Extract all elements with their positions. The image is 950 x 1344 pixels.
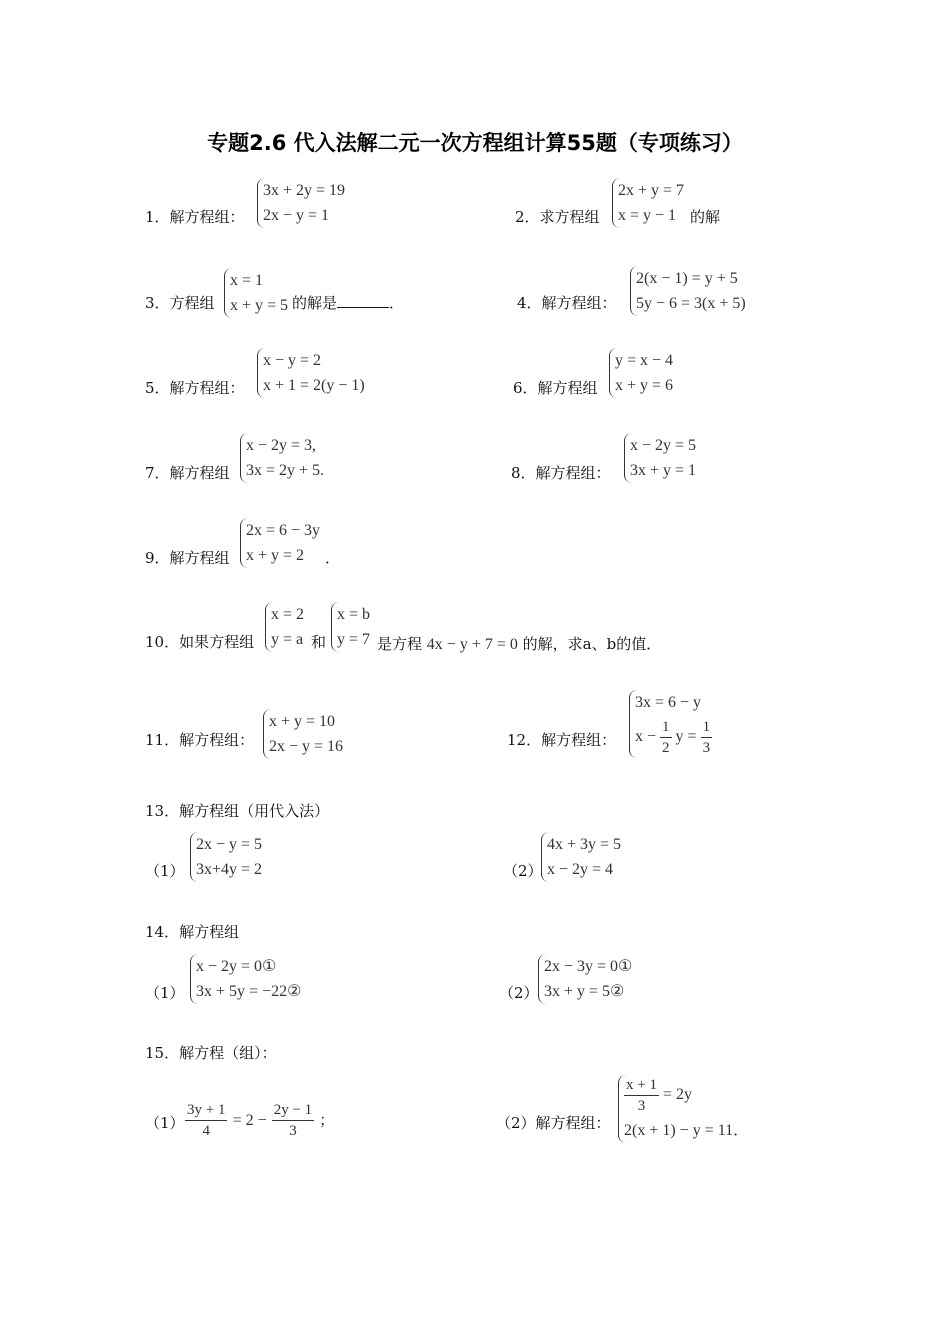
problem-3-system: [224, 268, 288, 318]
problem-8-eq1: x − 2y = 5: [630, 437, 697, 454]
problem-7-system: [240, 433, 324, 483]
problem-10-sysB-eq1: x = b: [337, 606, 371, 623]
problem-10-rest: [377, 632, 661, 657]
problem-15-sub1-label: （1）: [145, 1114, 185, 1132]
problem-4-label: 4．解方程组：: [517, 294, 617, 312]
problem-8-label: 8．解方程组：: [511, 464, 611, 482]
problem-5-label: 5．解方程组：: [145, 379, 245, 397]
problem-12-label: 12．解方程组：: [507, 731, 617, 749]
problem-15-sub1-equation: [185, 1100, 334, 1141]
problem-15-sub2-eq1: [624, 1075, 749, 1116]
eq1-rhs: = 2y: [662, 1086, 692, 1104]
problem-10-question: 的解，求a、b的值．: [522, 635, 662, 653]
problem-13-sub1-eq2: 3x+4y = 2: [196, 861, 263, 878]
problem-1-eq1: 3x + 2y = 19: [263, 182, 346, 199]
problem-10-system-b: [331, 602, 370, 652]
problem-3-label: 3．方程组: [145, 294, 215, 312]
problem-7-label: 7．解方程组: [145, 464, 230, 482]
problem-14-sub2-system: [538, 954, 632, 1004]
problem-13-sub1-eq1: 2x − y = 5: [196, 836, 263, 853]
problem-2-system: [612, 178, 684, 228]
problem-6-eq1: y = x − 4: [615, 352, 674, 369]
problem-5-eq1: x − y = 2: [263, 352, 322, 369]
problem-14-sub1-eq1: x − 2y = 0①: [196, 958, 277, 975]
frac-num: 1: [702, 719, 711, 735]
problem-14-sub1-eq2: 3x + 5y = −22②: [196, 983, 302, 1000]
problem-3-after: [292, 293, 404, 313]
problem-3-end: ．: [389, 294, 405, 312]
frac-den: 4: [185, 1120, 227, 1141]
problem-5-system: [257, 348, 365, 398]
problem-15-label: 15．解方程（组）：: [145, 1044, 277, 1062]
problem-13-sub2-eq2: x − 2y = 4: [547, 861, 614, 878]
problem-4-system: [630, 266, 746, 316]
problem-6-label: 6．解方程组: [513, 379, 598, 397]
frac-num: 3y + 1: [187, 1102, 226, 1118]
frac-num: x + 1: [626, 1077, 657, 1093]
problem-8-eq2: 3x + y = 1: [630, 462, 697, 479]
problem-13-sub2-eq1: 4x + 3y = 5: [547, 836, 622, 853]
problem-1-eq2: 2x − y = 1: [263, 207, 330, 224]
problem-6-system: [609, 348, 673, 398]
problem-15-sub2-eq2: [624, 1118, 749, 1143]
frac-den: 3: [624, 1095, 659, 1116]
problem-6-eq2: x + y = 6: [615, 377, 674, 394]
problem-15-sub2-system: [618, 1075, 749, 1143]
problem-14-sub2-eq2: 3x + y = 5②: [544, 983, 625, 1000]
problem-1-system: [257, 178, 345, 228]
problem-13-sub1-system: [190, 832, 262, 882]
problem-8-system: [624, 433, 696, 483]
eq2-end: ．: [733, 1122, 750, 1139]
problem-10-sysA-eq1: x = 2: [271, 606, 305, 623]
problem-10-sysB-eq2: y = 7: [337, 631, 371, 648]
problem-12-eq2-left: x −: [635, 728, 657, 746]
problem-9-label: 9．解方程组: [145, 549, 230, 567]
problem-13-sub1-label: （1）: [145, 862, 185, 880]
problem-11-system: [263, 709, 343, 759]
problem-2-eq2: x = y − 1: [618, 207, 677, 224]
problem-10-sysA-eq2: y = a: [271, 631, 304, 648]
answer-blank: [337, 293, 389, 308]
frac-den: 3: [272, 1120, 314, 1141]
problem-2-label: 2．求方程组: [515, 208, 600, 226]
problem-12-fraction-rhs: [701, 717, 713, 758]
problem-2-after: 的解: [690, 208, 721, 226]
problem-14-sub1-label: （1）: [145, 984, 185, 1002]
fraction-right: [272, 1100, 314, 1141]
problem-3-eq2: x + y = 5: [230, 297, 289, 314]
frac-den: 3: [701, 737, 713, 758]
problem-10-system-a: [265, 602, 304, 652]
equation-middle: = 2 −: [232, 1112, 267, 1129]
problem-2-eq1: 2x + y = 7: [618, 182, 685, 199]
problem-14-sub1-system: [190, 954, 301, 1004]
problem-9-eq2: x + y = 2: [246, 547, 305, 564]
problem-10-label: 10．如果方程组: [145, 633, 255, 651]
problem-3-after-text: 的解是: [292, 294, 338, 312]
problem-15-sub2-label: （2）解方程组：: [496, 1114, 611, 1132]
problem-10-and: 和: [311, 633, 327, 651]
problem-12-eq2: [635, 717, 712, 758]
problem-9-eq1: 2x = 6 − 3y: [246, 522, 321, 539]
problem-14-sub2-label: （2）: [499, 984, 539, 1002]
eq2-text: 2(x + 1) − y = 11: [624, 1122, 734, 1139]
problem-12-eq2-mid: y =: [675, 728, 697, 746]
problem-10-equation: 4x − y + 7 = 0: [426, 636, 518, 653]
problem-7-eq2: 3x = 2y + 5.: [246, 462, 325, 479]
problem-13-sub2-label: （2）: [503, 862, 543, 880]
problem-1-label: 1．解方程组：: [145, 208, 245, 226]
problem-3-eq1: x = 1: [230, 272, 264, 289]
problem-4-eq2: 5y − 6 = 3(x + 5): [636, 295, 746, 312]
problem-12-eq1: 3x = 6 − y: [635, 694, 702, 711]
problem-9-system: [240, 518, 320, 568]
problem-12-system: [629, 690, 712, 758]
fraction: [624, 1075, 659, 1116]
frac-num: 1: [662, 719, 670, 735]
problem-7-eq1: x − 2y = 3,: [246, 437, 317, 454]
problem-14-sub2-eq1: 2x − 3y = 0①: [544, 958, 633, 975]
problem-11-eq2: 2x − y = 16: [269, 738, 344, 755]
problem-11-eq1: x + y = 10: [269, 713, 336, 730]
page-title: 专题2.6 代入法解二元一次方程组计算55题（专项练习）: [207, 131, 743, 155]
problem-9-end: ．: [325, 549, 341, 567]
problem-13-label: 13．解方程组（用代入法）: [145, 802, 330, 820]
frac-num: 2y − 1: [273, 1102, 313, 1118]
problem-14-label: 14．解方程组: [145, 923, 240, 941]
problem-10-is-solution-of: 是方程: [377, 635, 423, 653]
frac-den: 2: [660, 737, 672, 758]
problem-5-eq2: x + 1 = 2(y − 1): [263, 377, 365, 394]
problem-13-sub2-system: [541, 832, 621, 882]
problem-11-label: 11．解方程组：: [145, 731, 255, 749]
problem-12-fraction-coef: [660, 717, 672, 758]
problem-4-eq1: 2(x − 1) = y + 5: [636, 270, 738, 287]
equation-end: ；: [319, 1111, 335, 1129]
fraction-left: [185, 1100, 227, 1141]
